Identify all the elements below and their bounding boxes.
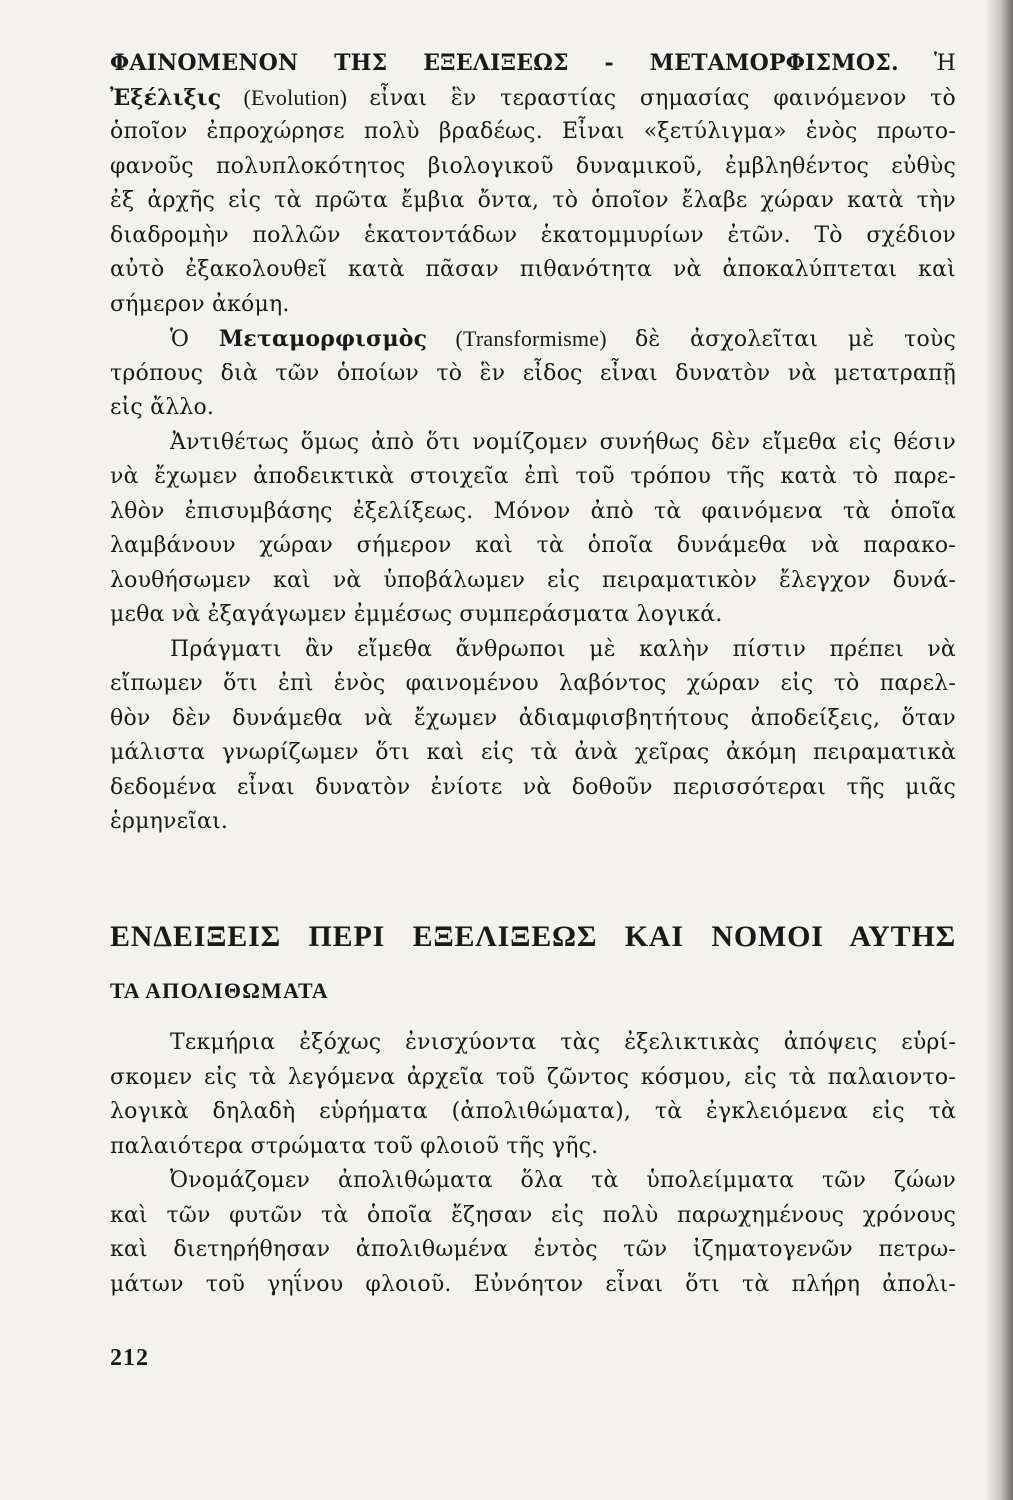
text-line: [110, 357, 956, 392]
line-text: τρόπους διὰ τῶν ὁποίων τὸ ἓν εἶδος εἶναι δυνατὸν νὰ μετατραπῇ: [110, 360, 956, 386]
bold-term: Μεταμορφισμὸς: [218, 326, 428, 352]
text-line: [110, 81, 956, 116]
line-text: σήμερον ἀκόμη.: [110, 291, 290, 317]
line-text: φανοῦς πολυπλοκότητος βιολογικοῦ δυναμικοῦ, ἐμβληθέντος εὐθὺς: [110, 153, 956, 179]
line-text: Ἀντιθέτως ὅμως ἀπὸ ὅτι νομίζομεν συνήθως δὲν εἴμεθα εἰς θέσιν: [170, 429, 956, 455]
line-text: μάλιστα γνωρίζωμεν ὅτι καὶ εἰς τὰ ἀνὰ χεῖρας ἀκόμη πειραματικὰ: [110, 740, 956, 765]
text-line: [110, 1199, 956, 1234]
text-line: [110, 702, 956, 737]
text-line: [110, 771, 956, 806]
latin-term: (Transformisme): [427, 326, 635, 351]
text-line: [110, 1026, 956, 1061]
text-line: [110, 1130, 956, 1165]
line-text: δεδομένα εἶναι δυνατὸν ἐνίοτε νὰ δοθοῦν περισσότεραι τῆς μιᾶς: [110, 774, 956, 800]
line-text: δὲ ἀσχολεῖται μὲ τοὺς: [634, 327, 956, 352]
text-line: [110, 460, 956, 495]
line-text: καὶ τῶν φυτῶν τὰ ὁποῖα ἔζησαν εἰς πολὺ παρωχημένους χρόνους: [110, 1202, 956, 1228]
text-line: [110, 564, 956, 599]
text-line: [110, 288, 956, 323]
line-text: λογικὰ δηλαδὴ εὑρήματα (ἀπολιθώματα), τὰ ἐγκλειόμενα εἰς τὰ: [110, 1099, 956, 1124]
text-line: [110, 150, 956, 185]
line-text: αὐτὸ ἐξακολουθεῖ κατὰ πᾶσαν πιθανότητα νὰ ἀποκαλύπτεται καὶ: [110, 257, 956, 282]
text-line: [110, 184, 956, 219]
text-line: [110, 598, 956, 633]
subsection-heading: ΤΑ ΑΠΟΛΙΘΩΜΑΤΑ: [110, 978, 329, 1003]
line-text: ἐξ ἀρχῆς εἰς τὰ πρῶτα ἔμβια ὄντα, τὸ ὁποῖον ἔλαβε χώραν κατὰ τὴν: [110, 188, 956, 213]
line-text: εἰς ἄλλο.: [110, 395, 215, 420]
text-line: [110, 633, 956, 668]
line-text: εἴπωμεν ὅτι ἐπὶ ἑνὸς φαινομένου λαβόντος χώραν εἰς τὸ παρελ-: [110, 671, 956, 696]
line-text: λαμβάνουν χώραν σήμερον καὶ τὰ ὁποῖα δυνάμεθα νὰ παρακο-: [110, 533, 956, 558]
text-line: [110, 495, 956, 530]
text-line: [110, 1095, 956, 1130]
text-line: [110, 805, 956, 840]
page-number: 212: [110, 1345, 149, 1371]
text-line: [110, 322, 956, 357]
line-text: Ὀνομάζομεν ἀπολιθώματα ὅλα τὰ ὑπολείμματα τῶν ζώων: [170, 1168, 956, 1193]
text-line: [110, 46, 956, 81]
text-line: [110, 1233, 956, 1268]
line-text: σκομεν εἰς τὰ λεγόμενα ἀρχεῖα τοῦ ζῶντος κόσμου, εἰς τὰ παλαιοντο-: [110, 1064, 956, 1090]
line-text: μεθα νὰ ἐξαγάγωμεν ἐμμέσως συμπεράσματα λογικά.: [110, 602, 723, 627]
line-text: διαδρομὴν πολλῶν ἑκατοντάδων ἑκατομμυρίων ἐτῶν. Τὸ σχέδιον: [110, 222, 956, 248]
text-line: [110, 736, 956, 771]
line-text: λθὸν ἐπισυμβάσης ἐξελίξεως. Μόνον ἀπὸ τὰ φαινόμενα τὰ ὁποῖα: [110, 498, 956, 524]
line-text: εἶναι ἓν τεραστίας σημασίας φαινόμενον τὸ: [369, 85, 956, 111]
text-line: [110, 529, 956, 564]
book-spine-shadow: [985, 0, 1013, 1500]
fossils-text-block: [110, 1026, 956, 1302]
line-text: ὁποῖον ἐπροχώρησε πολὺ βραδέως. Εἶναι «ξετύλιγμα» ἑνὸς πρωτο-: [110, 119, 956, 144]
text-line: [110, 426, 956, 461]
line-text: καὶ διετηρήθησαν ἀπολιθωμένα ἐντὸς τῶν ἰζηματογενῶν πετρω-: [110, 1237, 956, 1262]
text-line: [110, 667, 956, 702]
line-text: παλαιότερα στρώματα τοῦ φλοιοῦ τῆς γῆς.: [110, 1133, 599, 1159]
line-text: θὸν δὲν δυνάμεθα νὰ ἔχωμεν ἀδιαμφισβητήτους ἀποδείξεις, ὅταν: [110, 705, 956, 731]
bold-term: ΦΑΙΝΟΜΕΝΟΝ ΤΗΣ ΕΞΕΛΙΞΕΩΣ - ΜΕΤΑΜΟΡΦΙΣΜΟΣ.: [110, 50, 899, 76]
intro-text-block: [110, 46, 956, 840]
line-text: λουθήσωμεν καὶ νὰ ὑποβάλωμεν εἰς πειραματικὸν ἔλεγχον δυνά-: [110, 567, 956, 593]
line-text: μάτων τοῦ γηΐνου φλοιοῦ. Εὐνόητον εἶναι ὅτι τὰ πλήρη ἀπολι-: [110, 1271, 956, 1297]
line-prefix: Ὁ: [170, 327, 219, 352]
line-text: Τεκμήρια ἐξόχως ἐνισχύοντα τὰς ἐξελικτικὰς ἀπόψεις εὑρί-: [170, 1030, 956, 1055]
text-line: [110, 219, 956, 254]
text-line: [110, 1164, 956, 1199]
text-line: [110, 1061, 956, 1096]
line-text: ἑρμηνεῖαι.: [110, 809, 229, 834]
line-text: Ἡ: [898, 51, 956, 76]
text-line: [110, 1268, 956, 1303]
bold-term: Ἐξέλιξις: [110, 84, 222, 111]
line-text: Πράγματι ἂν εἴμεθα ἄνθρωποι μὲ καλὴν πίστιν πρέπει νὰ: [170, 636, 956, 662]
text-line: [110, 115, 956, 150]
section-heading: ΕΝΔΕΙΞΕΙΣ ΠΕΡΙ ΕΞΕΛΙΞΕΩΣ ΚΑΙ ΝΟΜΟΙ ΑΥΤΗΣ: [110, 920, 956, 953]
latin-term: (Evolution): [221, 84, 370, 110]
text-line: [110, 253, 956, 288]
line-text: νὰ ἔχωμεν ἀποδεικτικὰ στοιχεῖα ἐπὶ τοῦ τρόπου τῆς κατὰ τὸ παρε-: [110, 464, 956, 489]
text-line: [110, 391, 956, 426]
